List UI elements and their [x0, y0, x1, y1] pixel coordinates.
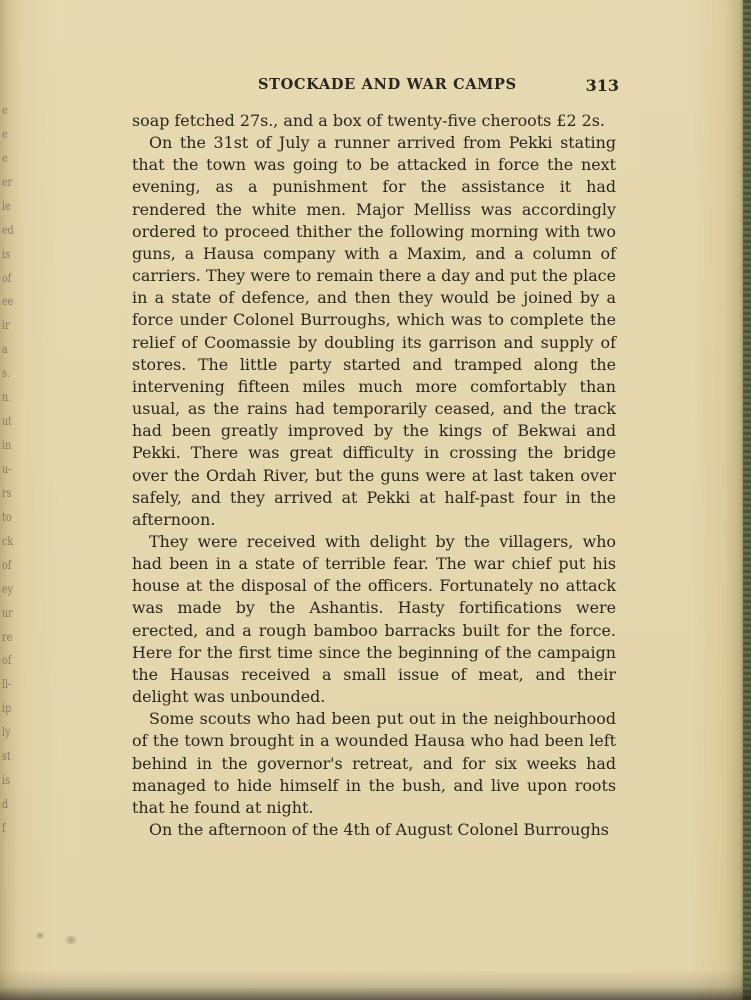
bleed-fragment: of — [2, 653, 12, 668]
bleed-fragment: ir — [2, 318, 10, 333]
paragraph: On the 31st of July a runner arrived from Pekki stating that the town was going to be attacked in force the next evening, as a punishment for the assistance it had rendered the white men. Major Melliss was accordingly ordered to proceed thither the following morning with two guns, a Hausa company with a Maxim, and a column of carriers. They were to remain there a day and put the place in a state of defence, and then they would be joined by a force under Colonel Burroughs, which was to complete the relief of Coomassie by doubling its garrison and supply of stores. The little party started and tramped along the intervening fifteen miles much more comfortably than usual, as the rains had temporarily ceased, and the track had been greatly improved by the kings of Bekwai and Pekki. There was great difficulty in crossing the bridge over the Ordah River, but the guns were at last taken over safely, and they arrived at Pekki at half-past four in the afternoon. — [132, 133, 616, 529]
bleed-fragment: e — [2, 103, 8, 117]
facing-page-bleed — [0, 0, 16, 1000]
paragraph-continuation: soap fetched 27s., and a box of twenty-five cheroots £2 2s. — [132, 111, 605, 130]
page-number: 313 — [585, 76, 619, 95]
body-text — [132, 110, 616, 841]
running-head — [132, 76, 619, 100]
bleed-fragment: n. — [2, 390, 12, 405]
book-edge — [743, 0, 751, 1000]
bleed-fragment: ck — [2, 533, 14, 548]
bleed-fragment: a — [2, 342, 8, 357]
running-title: STOCKADE AND WAR CAMPS — [258, 76, 517, 93]
paragraph: Some scouts who had been put out in the neighbourhood of the town brought in a wounded Hausa who had been left behind in the governor's retreat, and for six weeks had managed to hide himself in the bush, and live upon roots that he found at night. — [132, 709, 616, 817]
bottom-shadow — [0, 970, 751, 1000]
bleed-fragment: e — [2, 126, 8, 141]
bleed-fragment: ey — [2, 581, 14, 596]
bleed-fragment: ee — [2, 294, 14, 309]
bleed-fragment: is — [2, 246, 10, 261]
bleed-fragment: ut — [2, 414, 13, 429]
bleed-fragment: is — [2, 773, 10, 788]
bleed-fragment: of — [2, 270, 12, 285]
bleed-fragment: to — [2, 509, 12, 524]
ink-smudge — [34, 932, 46, 939]
bleed-fragment: le — [2, 198, 11, 213]
bleed-fragment: re — [2, 629, 13, 644]
bleed-fragment: d — [2, 797, 9, 812]
bleed-fragment: st — [2, 749, 11, 764]
bleed-fragment: er — [2, 174, 13, 189]
bleed-fragment: rs — [2, 485, 12, 500]
bleed-fragment: u- — [2, 462, 12, 476]
bleed-fragment: in — [2, 438, 12, 453]
bleed-fragment: ur — [2, 605, 13, 620]
bleed-fragment: ip — [2, 701, 12, 716]
paragraph: On the afternoon of the 4th of August Colonel Burroughs — [149, 820, 609, 839]
ink-smudge — [62, 936, 80, 944]
paragraph: They were received with delight by the villagers, who had been in a state of terrible fear. The war chief put his house at the disposal of the officers. Fortunately no attack was made by the Ashantis. Hasty fortifications were erected, and a rough bamboo barracks built for the force. Here for the first time since the beginning of the campaign the Hausas received a small issue of meat, and their delight was unbounded. — [132, 531, 616, 707]
bleed-fragment: ll- — [2, 677, 12, 692]
page-content — [132, 76, 619, 841]
bleed-fragment: s. — [2, 366, 10, 381]
bleed-fragment: ed — [2, 222, 14, 237]
bleed-fragment: e — [2, 150, 8, 165]
bleed-fragment: of — [2, 557, 12, 572]
bleed-fragment: ly — [2, 725, 11, 740]
bleed-fragment: f — [2, 821, 6, 835]
